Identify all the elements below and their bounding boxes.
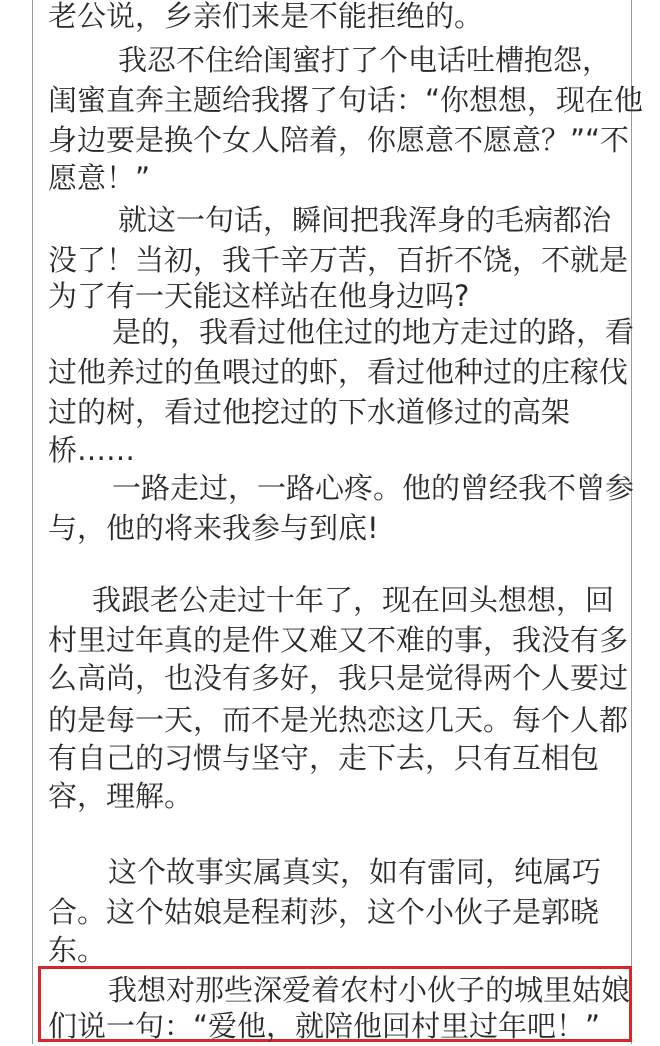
text-line: 的是每一天，而不是光热恋这几天。每个人都: [48, 703, 629, 737]
text-line: 为了有一天能这样站在他身边吗?: [48, 279, 470, 313]
text-line: 闺蜜直奔主题给我撂了句话：“你想想，现在他: [48, 83, 644, 117]
text-line: 过的树，看过他挖过的下水道修过的高架: [48, 395, 571, 429]
text-line: 是的，我看过他住过的地方走过的路，看: [112, 315, 635, 349]
text-line: 老公说，乡亲们来是不能拒绝的。: [48, 0, 484, 33]
text-line: 村里过年真的是件又难又不难的事，我没有多: [48, 623, 629, 657]
text-line: 愿意！”: [48, 161, 151, 195]
text-line: 没了！当初，我千辛万苦，百折不饶，不就是: [48, 243, 629, 277]
text-line: 过他养过的鱼喂过的虾，看过他种过的庄稼伐: [48, 355, 629, 389]
text-line: 容，理解。: [48, 779, 194, 813]
text-line: 这个故事实属真实，如有雷同，纯属巧: [108, 855, 602, 889]
text-line: 就这一句话，瞬间把我浑身的毛病都治: [118, 203, 612, 237]
text-line: 我忍不住给闺蜜打了个电话吐槽抱怨，: [118, 43, 612, 77]
text-line: 一路走过，一路心疼。他的曾经我不曾参: [112, 471, 635, 505]
text-line: 与，他的将来我参与到底!: [48, 511, 379, 545]
text-line: 桥……: [48, 433, 136, 467]
text-line: 有自己的习惯与坚守，走下去，只有互相包: [48, 741, 600, 775]
highlighted-text-line: 们说一句：“爱他，就陪他回村里过年吧！”: [48, 1009, 601, 1043]
text-line: 合。这个姑娘是程莉莎，这个小伙子是郭晓: [48, 895, 600, 929]
text-line: 东。: [48, 933, 107, 967]
text-line: 身边要是换个女人陪着，你愿意不愿意？”“不: [48, 123, 630, 157]
text-line: 我跟老公走过十年了，现在回头想想，回: [92, 583, 615, 617]
highlighted-text-line: 我想对那些深爱着农村小伙子的城里姑娘: [108, 973, 631, 1007]
text-line: 么高尚，也没有多好，我只是觉得两个人要过: [48, 661, 629, 695]
